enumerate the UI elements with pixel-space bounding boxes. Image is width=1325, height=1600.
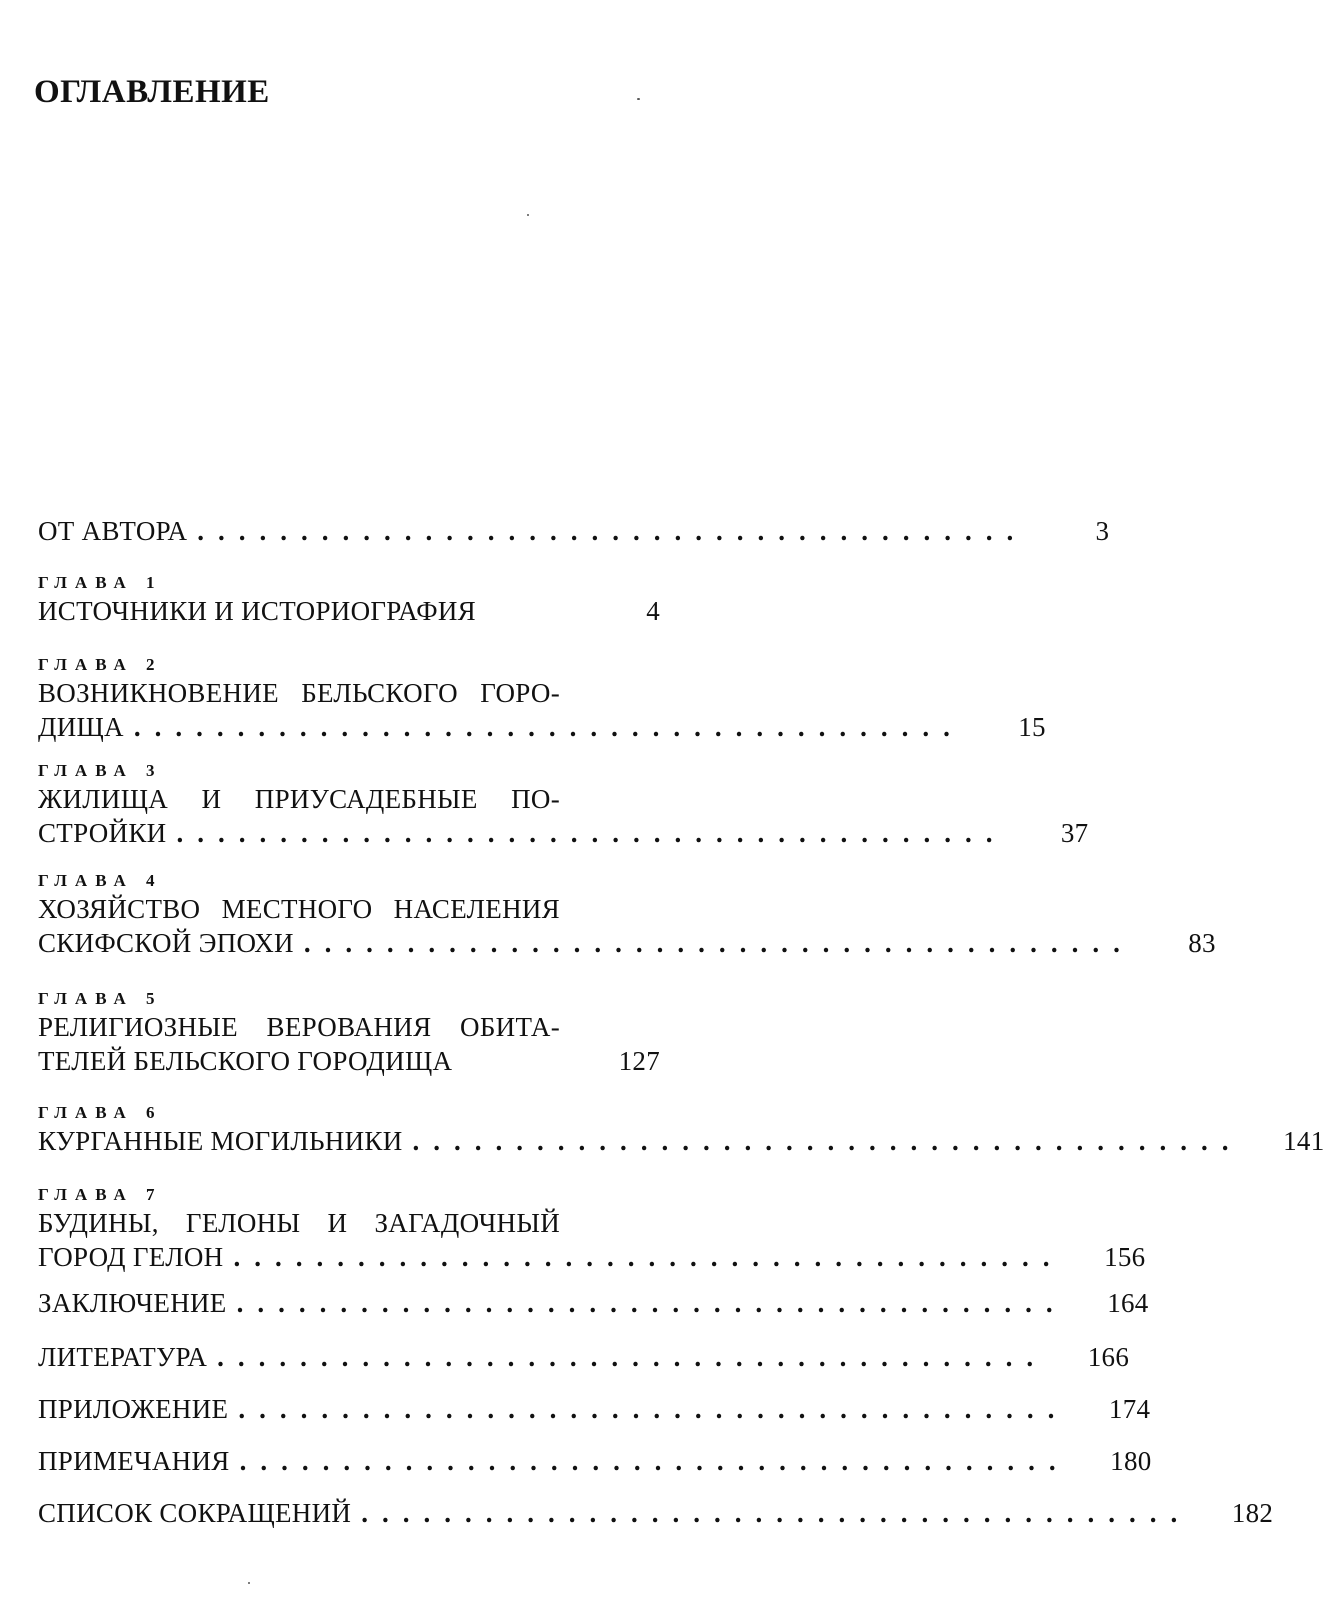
- scan-speck: [248, 1582, 250, 1584]
- title-final-line: [38, 1444, 1152, 1478]
- entry-title: СКИФСКОЙ ЭПОХИ: [38, 928, 294, 958]
- chapter-label: ГЛАВА 7: [38, 1185, 163, 1204]
- page-number: 182: [1231, 1498, 1274, 1528]
- entry-title: СПИСОК СОКРАЩЕНИЙ: [38, 1498, 352, 1528]
- toc-entry: [38, 870, 1216, 960]
- title-line: ВОЗНИКНОВЕНИЕ БЕЛЬСКОГО ГОРО-: [38, 678, 560, 708]
- dot-leader: ........................................: [236, 1288, 1067, 1318]
- entry-title: ТЕЛЕЙ БЕЛЬСКОГО ГОРОДИЩА: [38, 1046, 453, 1076]
- toc-entry: [38, 572, 660, 628]
- chapter-label: ГЛАВА 3: [38, 761, 163, 780]
- entry-title: ЛИТЕРАТУРА: [38, 1342, 208, 1372]
- entry-title: ПРИЛОЖЕНИЕ: [38, 1394, 229, 1424]
- scan-speck: [527, 214, 529, 216]
- entry-title: ОТ АВТОРА: [38, 516, 188, 546]
- title-final-line: [38, 514, 1110, 548]
- dot-leader: ........................................: [239, 1446, 1070, 1476]
- page-number: 4: [646, 596, 660, 626]
- page-number: 156: [1104, 1242, 1146, 1272]
- title-final-line: [38, 1340, 1130, 1374]
- chapter-label: ГЛАВА 5: [38, 989, 163, 1008]
- toc-entry: [38, 1496, 1274, 1530]
- entry-title: СТРОЙКИ: [38, 818, 167, 848]
- page-number: 3: [1095, 516, 1110, 546]
- page-number: 127: [618, 1046, 660, 1076]
- dot-leader: ........................................: [176, 818, 1007, 848]
- toc-entry: [38, 1286, 1149, 1320]
- title-final-line: [38, 1392, 1151, 1426]
- page-heading: ОГЛАВЛЕНИЕ: [34, 74, 270, 110]
- title-final-line: [38, 710, 1046, 744]
- dot-leader: ........................................: [238, 1394, 1069, 1424]
- toc-entry: [38, 1184, 1146, 1274]
- title-line: ЖИЛИЩА И ПРИУСАДЕБНЫЕ ПО-: [38, 784, 560, 814]
- title-final-line: [38, 1240, 1146, 1274]
- chapter-label: ГЛАВА 4: [38, 871, 163, 890]
- toc-entry: [38, 654, 1046, 744]
- chapter-label: ГЛАВА 6: [38, 1103, 163, 1122]
- entry-title: ПРИМЕЧАНИЯ: [38, 1446, 230, 1476]
- page-number: 37: [1060, 818, 1089, 848]
- title-line: ХОЗЯЙСТВО МЕСТНОГО НАСЕЛЕНИЯ: [38, 894, 560, 924]
- chapter-label: ГЛАВА 1: [38, 573, 163, 592]
- page-number: 15: [1018, 712, 1046, 742]
- title-final-line: [38, 594, 660, 628]
- dot-leader: ........................................: [361, 1498, 1192, 1528]
- page-number: 141: [1283, 1126, 1325, 1156]
- chapter-label: ГЛАВА 2: [38, 655, 163, 674]
- toc-entry: [38, 514, 1110, 548]
- toc-entry: [38, 988, 660, 1078]
- dot-leader: ........................................: [412, 1126, 1243, 1156]
- title-final-line: [38, 1496, 1274, 1530]
- toc-entry: [38, 1392, 1151, 1426]
- page-number: 166: [1087, 1342, 1130, 1372]
- entry-title: КУРГАННЫЕ МОГИЛЬНИКИ: [38, 1126, 403, 1156]
- dot-leader: ........................................: [197, 516, 1028, 546]
- title-final-line: [38, 816, 1089, 850]
- title-final-line: [38, 1286, 1149, 1320]
- title-final-line: [38, 926, 1216, 960]
- dot-leader: ........................................: [233, 1242, 1064, 1272]
- page-number: 174: [1108, 1394, 1151, 1424]
- title-line: РЕЛИГИОЗНЫЕ ВЕРОВАНИЯ ОБИТА-: [38, 1012, 560, 1042]
- title-line: БУДИНЫ, ГЕЛОНЫ И ЗАГАДОЧНЫЙ: [38, 1208, 560, 1238]
- title-final-line: [38, 1124, 1325, 1158]
- toc-entry: [38, 1102, 1325, 1158]
- title-final-line: [38, 1044, 660, 1078]
- page-number: 180: [1110, 1446, 1152, 1476]
- toc-entry: [38, 760, 1089, 850]
- entry-title: ДИЩА: [38, 712, 124, 742]
- entry-title: ИСТОЧНИКИ И ИСТОРИОГРАФИЯ: [38, 596, 476, 626]
- entry-title: ГОРОД ГЕЛОН: [38, 1242, 224, 1272]
- page-number: 164: [1107, 1288, 1149, 1318]
- dot-leader: ........................................: [217, 1342, 1048, 1372]
- dot-leader: ........................................: [133, 712, 964, 742]
- toc-entry: [38, 1340, 1130, 1374]
- toc-entry: [38, 1444, 1152, 1478]
- scan-speck: [637, 98, 640, 100]
- entry-title: ЗАКЛЮЧЕНИЕ: [38, 1288, 227, 1318]
- dot-leader: ........................................: [303, 928, 1134, 958]
- page-number: 83: [1188, 928, 1216, 958]
